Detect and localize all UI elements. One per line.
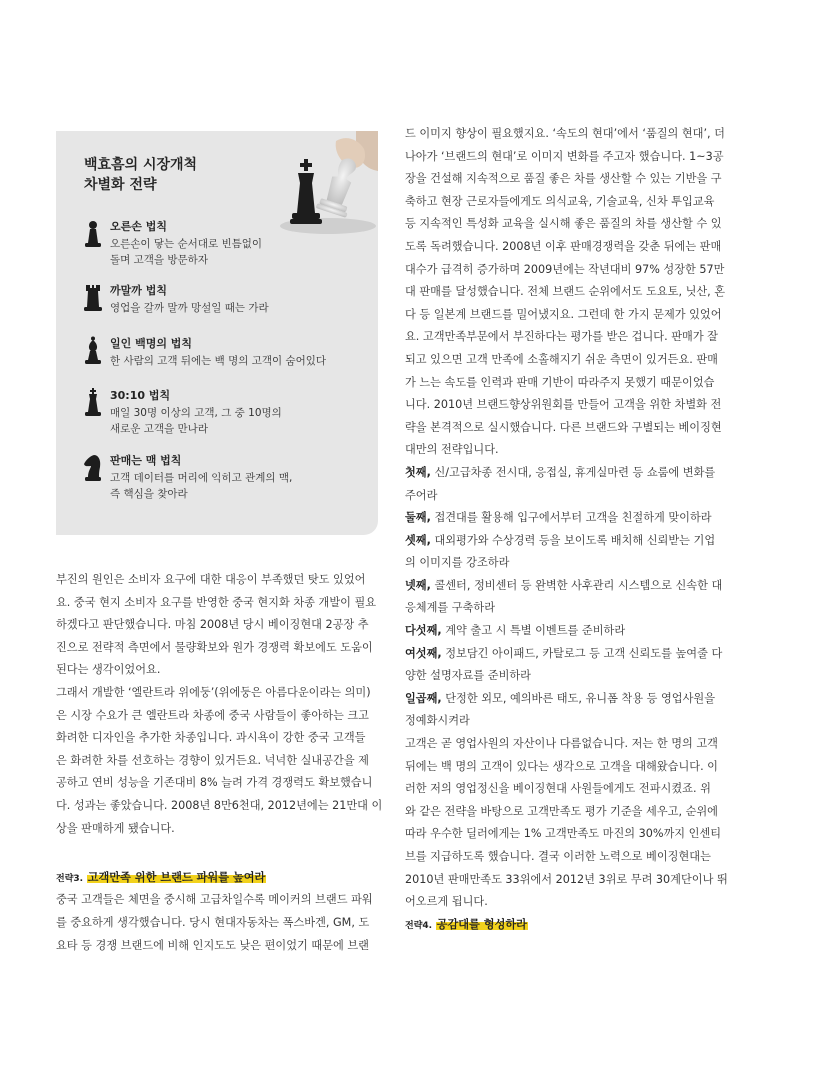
body-line: 은 시장 수요가 큰 엘란트라 차종에 중국 사람들이 좋아하는 크고 [56, 708, 369, 722]
law-desc-line: 고객 데이터를 머리에 익히고 관계의 맥, [110, 472, 293, 484]
body-line: 대만의 전략입니다. [405, 443, 499, 457]
law-description [110, 470, 292, 502]
sidebar-title [84, 155, 197, 195]
law-title: 오른손 법칙 [110, 220, 167, 233]
item-label: 다섯째, [405, 624, 442, 638]
item-label: 넷째, [405, 578, 431, 592]
body-line: 요타 등 경쟁 브랜드에 비해 인지도도 낮은 편이었기 때문에 브랜 [56, 938, 369, 952]
body-line: 가 느는 속도를 인력과 판매 기반이 따라주지 못했기 때문이었습 [405, 375, 715, 389]
body-line: 니다. 2010년 브랜드향상위원회를 만들어 고객을 위한 차별화 전 [405, 398, 722, 412]
spacer [56, 840, 384, 863]
body-line: 러한 저의 영업정신을 베이징현대 사원들에게도 전파시켰죠. 위 [405, 782, 711, 796]
section-heading [405, 914, 737, 937]
strategy-item [405, 507, 737, 530]
item-text: 콜센터, 정비센터 등 완벽한 사후관리 시스템으로 신속한 대 [434, 578, 723, 592]
heading-text: 고객만족 위한 브랜드 파워를 높여라 [87, 870, 266, 884]
law-description [110, 405, 282, 437]
strategy-item-cont: 정예화시켜라 [405, 714, 470, 728]
body-line: 부진의 원인은 소비자 요구에 대한 대응이 부족했던 탓도 있었어 [56, 573, 366, 586]
item-label: 첫째, [405, 465, 431, 479]
law-description [110, 353, 326, 369]
item-text: 계약 출고 시 특별 이벤트를 준비하라 [445, 624, 626, 638]
strategy-item-cont: 양한 설명자료를 준비하라 [405, 669, 531, 683]
body-line: 중국 고객들은 체면을 중시해 고급차일수록 메이커의 브랜드 파워 [56, 893, 373, 907]
body-line: 진으로 전략적 측면에서 물량확보와 원가 경쟁력 확보에도 도움이 [56, 640, 373, 654]
law-desc-line: 오른손이 닿는 순서대로 빈틈없이 [110, 238, 263, 250]
body-line: 드 이미지 향상이 필요했지요. ‘속도의 현대’에서 ‘품질의 현대’, 더 [405, 127, 725, 140]
body-line: 화려한 디자인을 추가한 차종입니다. 과시욕이 강한 중국 고객들 [56, 731, 366, 745]
strategy-item-cont: 응체계를 구축하라 [405, 601, 496, 615]
rook-icon [82, 283, 104, 313]
sidebar-title-line1: 백효흠의 시장개척 [84, 157, 198, 173]
body-line: 나아가 ‘브랜드의 현대’로 이미지 변화를 주고자 했습니다. 1~3공 [405, 149, 724, 163]
strategy-item [405, 530, 737, 553]
sidebar-title-line2: 차별화 전략 [84, 177, 157, 193]
strategy-item-cont: 의 이미지를 강조하라 [405, 556, 510, 570]
body-line: 공하고 연비 성능을 기존대비 8% 늘려 가격 경쟁력도 확보했습니 [56, 776, 373, 790]
item-label: 여섯째, [405, 646, 442, 660]
section-heading [56, 867, 384, 890]
body-line: 등 지속적인 특성화 교육을 실시해 좋은 품질의 차를 생산할 수 있 [405, 217, 722, 231]
body-line: 되고 있으면 고객 만족에 소홀해지기 쉬운 측면이 있거든요. 판매 [405, 352, 718, 366]
body-line: 와 같은 전략을 바탕으로 고객만족도 평가 기준을 세우고, 순위에 [405, 804, 718, 818]
body-line: 따라 우수한 딜러에게는 1% 고객만족도 마진의 30%까지 인센티 [405, 827, 722, 841]
heading-number: 전략4. [405, 920, 433, 931]
law-title: 일인 백명의 법칙 [110, 337, 193, 350]
body-line: 브를 지급하도록 했습니다. 결국 이러한 노력으로 베이징현대는 [405, 850, 711, 863]
law-desc-line: 새로운 고객을 만나라 [110, 423, 208, 435]
item-label: 둘째, [405, 511, 431, 525]
law-desc-line: 즉 핵심을 찾아라 [110, 488, 188, 500]
knight-icon [82, 453, 104, 483]
bishop-icon [82, 336, 104, 366]
body-line: 축하고 현장 근로자들에게도 의식교육, 기술교육, 신차 투입교육 [405, 194, 715, 208]
body-line: 장을 건설해 지속적으로 품질 좋은 차를 생산할 수 있는 기반을 구 [405, 172, 722, 186]
right-column [405, 123, 737, 936]
strategy-item [405, 643, 737, 666]
body-line: 은 화려한 차를 선호하는 경향이 있거든요. 넉넉한 실내공간을 제 [56, 753, 369, 767]
strategy-sidebar [56, 131, 378, 535]
body-line: 대수가 급격히 증가하며 2009년에는 작년대비 97% 성장한 57만 [405, 262, 725, 276]
law-desc-line: 돌며 고객을 방문하자 [110, 254, 208, 266]
body-line: 뒤에는 백 명의 고객이 있다는 생각으로 고객을 대해왔습니다. 이 [405, 759, 718, 773]
law-desc-line: 한 사람의 고객 뒤에는 백 명의 고객이 숨어있다 [110, 355, 327, 367]
body-line: 하겠다고 판단했습니다. 마침 2008년 당시 베이징현대 2공장 추 [56, 618, 369, 632]
body-line: 된다는 생각이었어요. [56, 663, 161, 677]
item-label: 일곱째, [405, 691, 442, 705]
law-description [110, 300, 269, 316]
law-title: 30:10 법칙 [110, 389, 171, 402]
king-icon [82, 388, 104, 418]
item-text: 접견대를 활용해 입구에서부터 고객을 친절하게 맞이하라 [434, 511, 712, 525]
body-line: 요. 중국 현지 소비자 요구를 반영한 중국 현지화 차종 개발이 필요 [56, 595, 377, 609]
strategy-item [405, 620, 737, 643]
body-line: 요. 고객만족부문에서 부진하다는 평가를 받은 겁니다. 판매가 잘 [405, 330, 718, 344]
heading-number: 전략3. [56, 873, 84, 884]
body-line: 대 판매를 달성했습니다. 전체 브랜드 순위에서도 도요토, 닛산, 혼 [405, 285, 726, 299]
item-label: 셋째, [405, 533, 431, 547]
strategy-item [405, 688, 737, 711]
item-text: 단정한 외모, 예의바른 태도, 유니폼 착용 등 영업사원을 [445, 691, 715, 705]
law-title: 판매는 맥 법칙 [110, 454, 182, 467]
item-text: 대외평가와 수상경력 등을 보이도록 배치해 신뢰받는 기업 [434, 533, 716, 547]
body-line: 고객은 곧 영업사원의 자산이나 다름없습니다. 저는 한 명의 고객 [405, 737, 718, 751]
law-desc-line: 영업을 갈까 말까 망설일 때는 가라 [110, 302, 269, 314]
body-line: 2010년 판매만족도 33위에서 2012년 3위로 무려 30계단이나 뛰 [405, 872, 728, 886]
strategy-item-cont: 주어라 [405, 488, 438, 502]
item-text: 신/고급차종 전시대, 응접실, 휴게실마련 등 쇼룸에 변화를 [434, 465, 716, 479]
left-column [56, 569, 384, 957]
body-line: 다 등 일본계 브랜드를 밀어냈지요. 그런데 한 가지 문제가 있었어 [405, 307, 722, 321]
law-description [110, 236, 262, 268]
body-line: 를 중요하게 생각했습니다. 당시 현대자동차는 폭스바겐, GM, 도 [56, 915, 370, 929]
strategy-item [405, 462, 737, 485]
item-text: 정보담긴 아이패드, 카탈로그 등 고객 신뢰도를 높여줄 다 [445, 646, 723, 660]
body-line: 상을 판매하게 됐습니다. [56, 821, 175, 835]
body-line: 도록 독려했습니다. 2008년 이후 판매경쟁력을 갖춘 뒤에는 판매 [405, 239, 722, 253]
body-line: 어오르게 됩니다. [405, 895, 488, 909]
body-line: 다. 성과는 좋았습니다. 2008년 8만6천대, 2012년에는 21만대 이 [56, 798, 383, 812]
pawn-icon [82, 219, 104, 249]
heading-text: 공감대를 형성하라 [436, 917, 527, 931]
body-line: 그래서 개발한 ‘엘란트라 위에둥’(위에둥은 아름다운이라는 의미) [56, 685, 371, 699]
body-line: 략을 본격적으로 실시했습니다. 다른 브랜드와 구별되는 베이징현 [405, 420, 722, 434]
chess-pieces-icon [238, 131, 378, 241]
law-desc-line: 매일 30명 이상의 고객, 그 중 10명의 [110, 407, 282, 419]
strategy-item [405, 575, 737, 598]
law-title: 까말까 법칙 [110, 284, 167, 297]
